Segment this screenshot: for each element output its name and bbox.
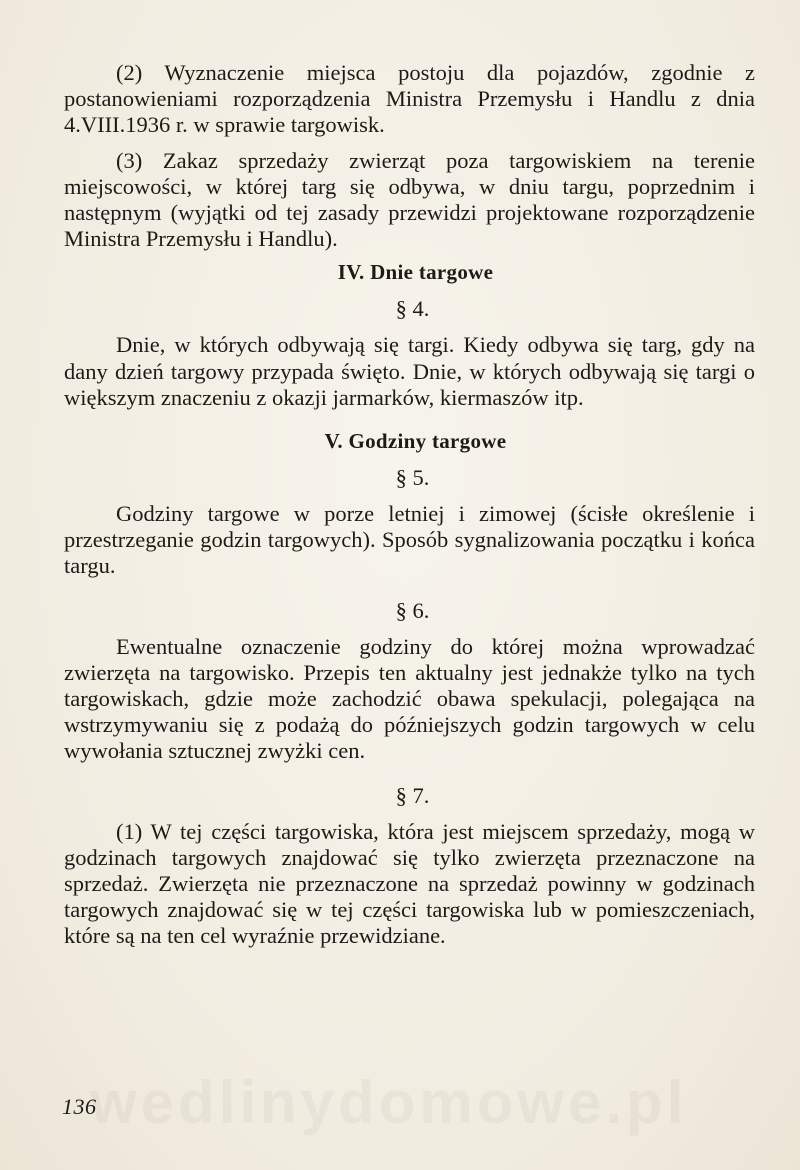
section-4-text: Dnie, w których odbywają się targi. Kiedy odbywa się targ, gdy na dany dzień targowy przypada święto. Dnie, w których odbywają się targi o większym znaczeniu z okazji jarmarków, kiermaszów itp. — [64, 332, 755, 410]
paragraph-2: (2) Wyznaczenie miejsca postoju dla pojazdów, zgodnie z postanowieniami rozporządzenia Ministra Przemysłu i Handlu z dnia 4.VIII.1936 r. w sprawie targowisk. — [64, 60, 755, 138]
section-mark-6: § 6. — [395, 597, 430, 623]
watermark: wedlinydomowe.pl — [90, 1069, 688, 1136]
section-mark-7: § 7. — [395, 782, 430, 808]
paragraph-3: (3) Zakaz sprzedaży zwierząt poza targowiskiem na terenie miejscowości, w której targ się odbywa, w dniu targu, poprzednim i następnym (wyjątki od tej zasady przewidzi projektowane rozporządzenie Ministra Przemysłu i Handlu). — [64, 147, 755, 252]
section-5-text: Godziny targowe w porze letniej i zimowej (ścisłe określenie i przestrzeganie godzin targowych). Sposób sygnalizowania początku i końca targu. — [64, 501, 755, 579]
heading-v: V. Godziny targowe — [324, 429, 507, 454]
section-mark-5: § 5. — [395, 465, 430, 491]
section-6-text: Ewentualne oznaczenie godziny do której można wprowadzać zwierzęta na targowisko. Przepis ten aktualny jest jednakże tylko na tych targowiskach, gdzie może zachodzić obawa spekulacji, polegająca na wstrzymywaniu się z podażą do późniejszych godzin targowych w celu wywołania sztucznej zwyżki cen. — [64, 633, 755, 764]
page-number: 136 — [62, 1094, 97, 1119]
heading-iv: IV. Dnie targowe — [337, 260, 494, 285]
section-mark-4: § 4. — [395, 296, 430, 322]
section-7-paragraph-1: (1) W tej części targowiska, która jest miejscem sprzedaży, mogą w godzinach targowych znajdować się tylko zwierzęta przeznaczone na sprzedaż. Zwierzęta nie przeznaczone na sprzedaż powinny w godzinach targowych znajdować się w tej części targowiska lub w pomieszczeniach, które są na ten cel wyraźnie przewidziane. — [64, 818, 755, 949]
